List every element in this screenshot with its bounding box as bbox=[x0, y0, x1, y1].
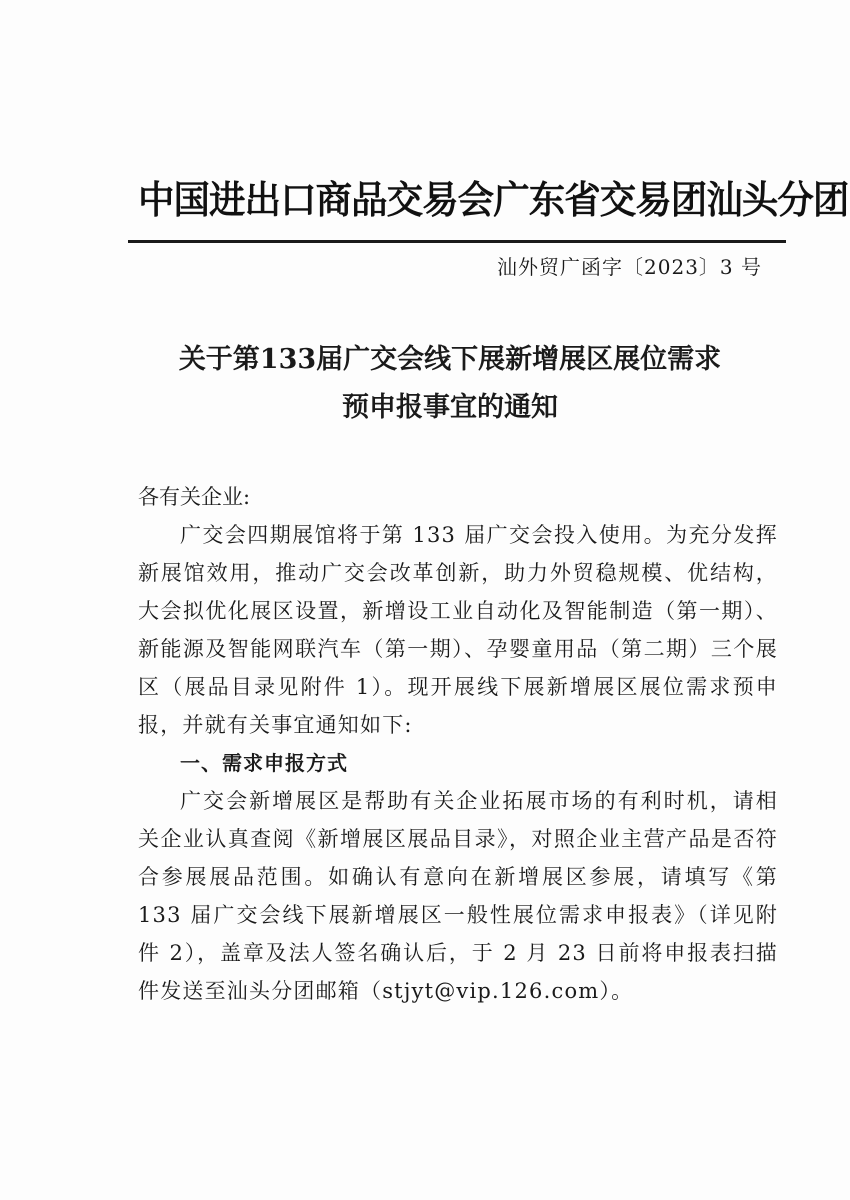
intro-paragraph: 广交会四期展馆将于第 133 届广交会投入使用。为充分发挥新展馆效用，推动广交会改革创新，助力外贸稳规模、优结构，大会拟优化展区设置，新增设工业自动化及智能制造（第一期）、新能源及智能网联汽车（第一期）、孕婴童用品（第二期）三个展区（展品目录见附件 1）。现开展线下展新增展区展位需求预申报，并就有关事宜通知如下: bbox=[138, 523, 778, 737]
notice-title bbox=[100, 336, 800, 432]
notice-title-line-2: 预申报事宜的通知 bbox=[342, 392, 558, 423]
letterhead-org-name: 中国进出口商品交易会广东省交易团汕头分团 bbox=[138, 178, 849, 222]
letterhead-divider-rule bbox=[128, 240, 786, 243]
notice-body bbox=[138, 478, 778, 1010]
document-number: 汕外贸广函字〔2023〕3 号 bbox=[497, 255, 762, 279]
salutation: 各有关企业: bbox=[138, 485, 251, 509]
section-1-paragraph: 广交会新增展区是帮助有关企业拓展市场的有利时机，请相关企业认真查阅《新增展区展品目录》，对照企业主营产品是否符合参展展品范围。如确认有意向在新增展区参展，请填写《第 133 届广交会线下展新增展区一般性展位需求申报表》（详见附件 2），盖章及法人签名确认后，于 2 月 23 日前将申报表扫描件发送至汕头分团邮箱（stjyt@vip.126.com）。 bbox=[138, 789, 778, 1003]
notice-title-line-1: 关于第133届广交会线下展新增展区展位需求 bbox=[178, 344, 722, 375]
section-1-heading: 一、需求申报方式 bbox=[180, 751, 348, 775]
